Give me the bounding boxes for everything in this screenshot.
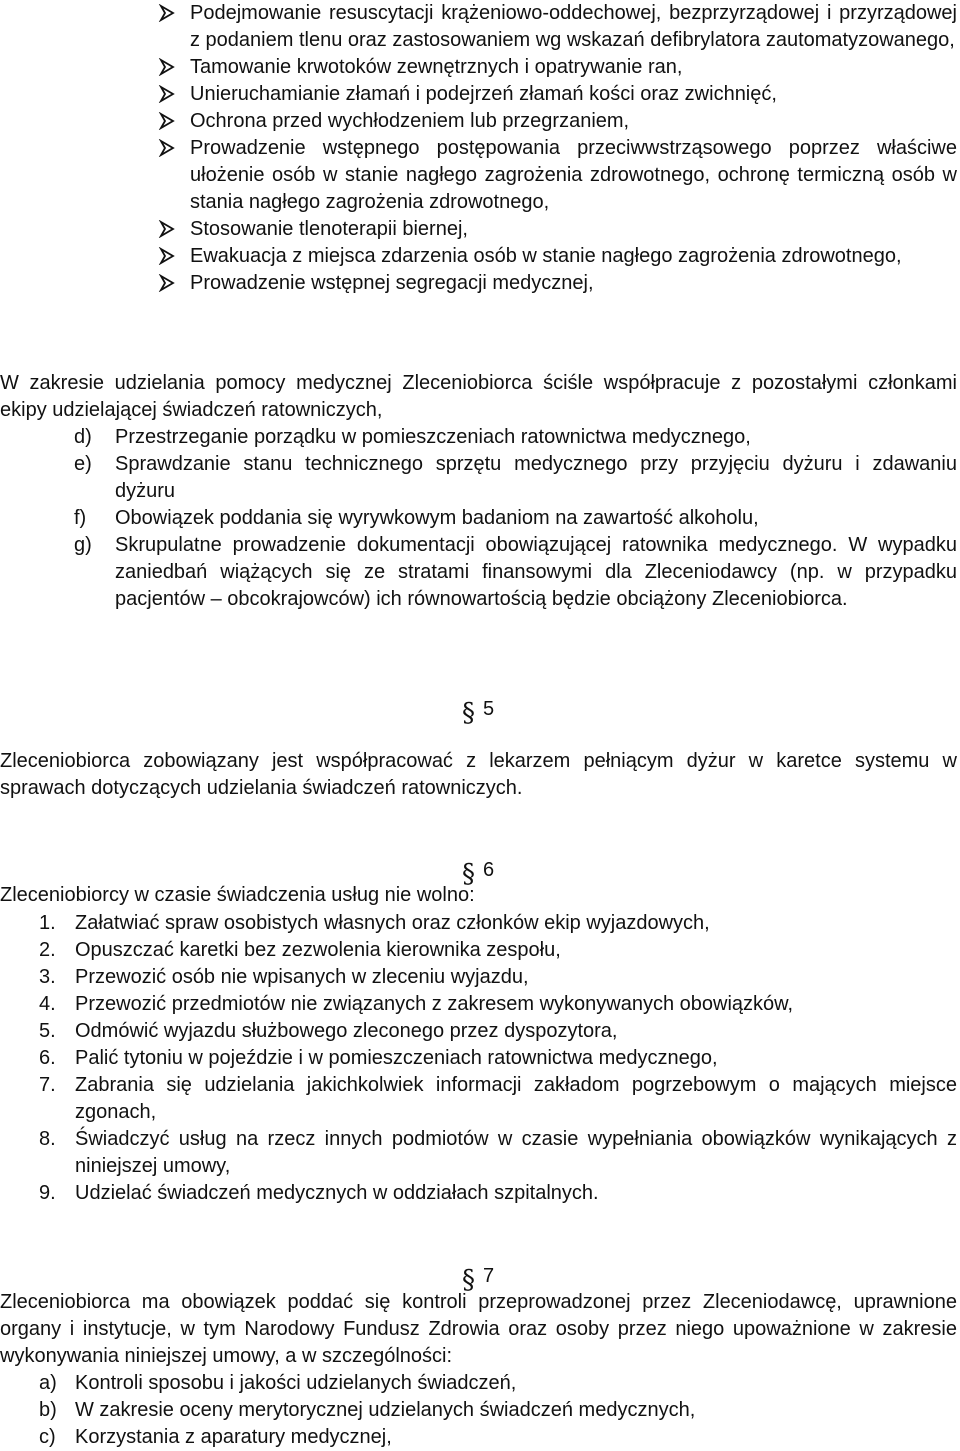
list-marker: f)	[74, 507, 87, 529]
list-marker: 6.	[39, 1047, 56, 1069]
list-item	[0, 135, 957, 216]
list-item-text: Sprawdzanie stanu technicznego sprzętu medycznego przy przyjęciu dyżuru i zdawaniu dyżuru	[115, 453, 957, 502]
list-item	[0, 81, 957, 108]
list-marker: a)	[39, 1372, 57, 1394]
list-item	[0, 964, 957, 991]
list-marker: g)	[74, 534, 92, 556]
rescue-tasks-list	[0, 0, 957, 297]
list-marker: 7.	[39, 1074, 56, 1096]
list-item	[0, 243, 957, 270]
list-marker: b)	[39, 1399, 57, 1421]
arrowhead-bullet-icon	[158, 247, 178, 265]
list-item	[0, 1126, 957, 1180]
section-7-paragraph: Zleceniobiorca ma obowiązek poddać się kontroli przeprowadzonej przez Zleceniodawcę, uprawnione organy i instytucje, w tym Narodowy Fundusz Zdrowia oraz osoby przez niego upoważnione w zakresie wykonywania niniejszej umowy, a w szczególności:	[0, 1291, 957, 1367]
list-marker: 2.	[39, 939, 56, 961]
list-item-text: Kontroli sposobu i jakości udzielanych świadczeń,	[75, 1372, 517, 1394]
list-item-text: Ochrona przed wychłodzeniem lub przegrzaniem,	[190, 110, 630, 132]
list-marker: 9.	[39, 1182, 56, 1204]
list-item	[0, 1072, 957, 1126]
list-item	[0, 910, 957, 937]
section-number: 6	[483, 859, 495, 881]
list-item	[0, 451, 957, 505]
cooperation-paragraph: W zakresie udzielania pomocy medycznej Zleceniobiorca ściśle współpracuje z pozostałymi członkami ekipy udzielającej świadczeń ratowniczych,	[0, 372, 957, 421]
list-item	[0, 270, 957, 297]
list-item	[0, 108, 957, 135]
list-marker: e)	[74, 453, 92, 475]
section-6-intro: Zleceniobiorcy w czasie świadczenia usług nie wolno:	[0, 884, 475, 906]
list-item	[0, 937, 957, 964]
list-item	[0, 505, 957, 532]
list-item-text: Odmówić wyjazdu służbowego zleconego przez dyspozytora,	[75, 1020, 618, 1042]
section-6-heading	[462, 855, 495, 889]
arrowhead-bullet-icon	[158, 139, 178, 157]
section-7-heading	[462, 1261, 495, 1295]
list-item	[0, 424, 957, 451]
arrowhead-bullet-icon	[158, 220, 178, 238]
list-item-text: Przestrzeganie porządku w pomieszczeniach ratownictwa medycznego,	[115, 426, 751, 448]
section-number: 7	[483, 1265, 495, 1287]
list-item-text: Przewozić przedmiotów nie związanych z zakresem wykonywanych obowiązków,	[75, 993, 794, 1015]
list-item-text: Palić tytoniu w pojeździe i w pomieszczeniach ratownictwa medycznego,	[75, 1047, 718, 1069]
list-item-text: Opuszczać karetki bez zezwolenia kierownika zespołu,	[75, 939, 561, 961]
list-item-text: Prowadzenie wstępnego postępowania przeciwwstrząsowego poprzez właściwe ułożenie osób w stanie nagłego zagrożenia zdrowotnego, ochronę termiczną osób w stania nagłego zagrożenia zdrowotnego,	[190, 137, 957, 213]
list-item-text: Świadczyć usług na rzecz innych podmiotów w czasie wypełniania obowiązków wynikających z niniejszej umowy,	[75, 1128, 957, 1177]
list-item-text: Skrupulatne prowadzenie dokumentacji obowiązującej ratownika medycznego. W wypadku zaniedbań wiążących się ze stratami finansowymi dla Zleceniodawcy (np. w przypadku pacjentów – obcokrajowców) ich równowartością będzie obciążony Zleceniobiorca.	[115, 534, 957, 610]
list-item-text: Udzielać świadczeń medycznych w oddziałach szpitalnych.	[75, 1182, 599, 1204]
list-item-text: Ewakuacja z miejsca zdarzenia osób w stanie nagłego zagrożenia zdrowotnego,	[190, 245, 902, 267]
list-item-text: Zabrania się udzielania jakichkolwiek informacji zakładom pogrzebowym o mających miejsce zgonach,	[75, 1074, 957, 1123]
list-item	[0, 1370, 957, 1397]
list-item	[0, 1018, 957, 1045]
list-item-text: Stosowanie tlenoterapii biernej,	[190, 218, 468, 240]
arrowhead-bullet-icon	[158, 4, 178, 22]
list-item	[0, 1180, 957, 1207]
list-item	[0, 54, 957, 81]
list-marker: 4.	[39, 993, 56, 1015]
list-item	[0, 991, 957, 1018]
list-item-text: Obowiązek poddania się wyrywkowym badaniom na zawartość alkoholu,	[115, 507, 759, 529]
list-item-text: Tamowanie krwotoków zewnętrznych i opatrywanie ran,	[190, 56, 683, 78]
list-item	[0, 532, 957, 613]
list-item	[0, 0, 957, 54]
list-marker: 1.	[39, 912, 56, 934]
list-item	[0, 1397, 957, 1424]
list-marker: 5.	[39, 1020, 56, 1042]
list-marker: 3.	[39, 966, 56, 988]
list-item	[0, 216, 957, 243]
arrowhead-bullet-icon	[158, 85, 178, 103]
control-scope-list	[0, 1370, 957, 1451]
section-number: 5	[483, 698, 495, 720]
list-marker: c)	[39, 1426, 56, 1448]
list-item-text: Korzystania z aparatury medycznej,	[75, 1426, 392, 1448]
section-sign: §	[462, 698, 475, 728]
arrowhead-bullet-icon	[158, 274, 178, 292]
list-item-text: Przewozić osób nie wpisanych w zleceniu wyjazdu,	[75, 966, 529, 988]
arrowhead-bullet-icon	[158, 112, 178, 130]
list-item	[0, 1424, 957, 1451]
prohibitions-list	[0, 910, 957, 1207]
section-sign: §	[462, 859, 475, 889]
list-item-text: Prowadzenie wstępnej segregacji medycznej,	[190, 272, 594, 294]
duties-list	[0, 424, 957, 613]
section-sign: §	[462, 1265, 475, 1295]
list-marker: d)	[74, 426, 92, 448]
arrowhead-bullet-icon	[158, 58, 178, 76]
list-marker: 8.	[39, 1128, 56, 1150]
list-item-text: Załatwiać spraw osobistych własnych oraz członków ekip wyjazdowych,	[75, 912, 710, 934]
list-item-text: Unieruchamianie złamań i podejrzeń złamań kości oraz zwichnięć,	[190, 83, 777, 105]
section-5-heading	[462, 694, 495, 728]
list-item	[0, 1045, 957, 1072]
section-5-paragraph: Zleceniobiorca zobowiązany jest współpracować z lekarzem pełniącym dyżur w karetce systemu w sprawach dotyczących udzielania świadczeń ratowniczych.	[0, 750, 957, 799]
list-item-text: W zakresie oceny merytorycznej udzielanych świadczeń medycznych,	[75, 1399, 696, 1421]
list-item-text: Podejmowanie resuscytacji krążeniowo-oddechowej, bezprzyrządowej i przyrządowej z podaniem tlenu oraz zastosowaniem wg wskazań defibrylatora zautomatyzowanego,	[190, 2, 957, 51]
